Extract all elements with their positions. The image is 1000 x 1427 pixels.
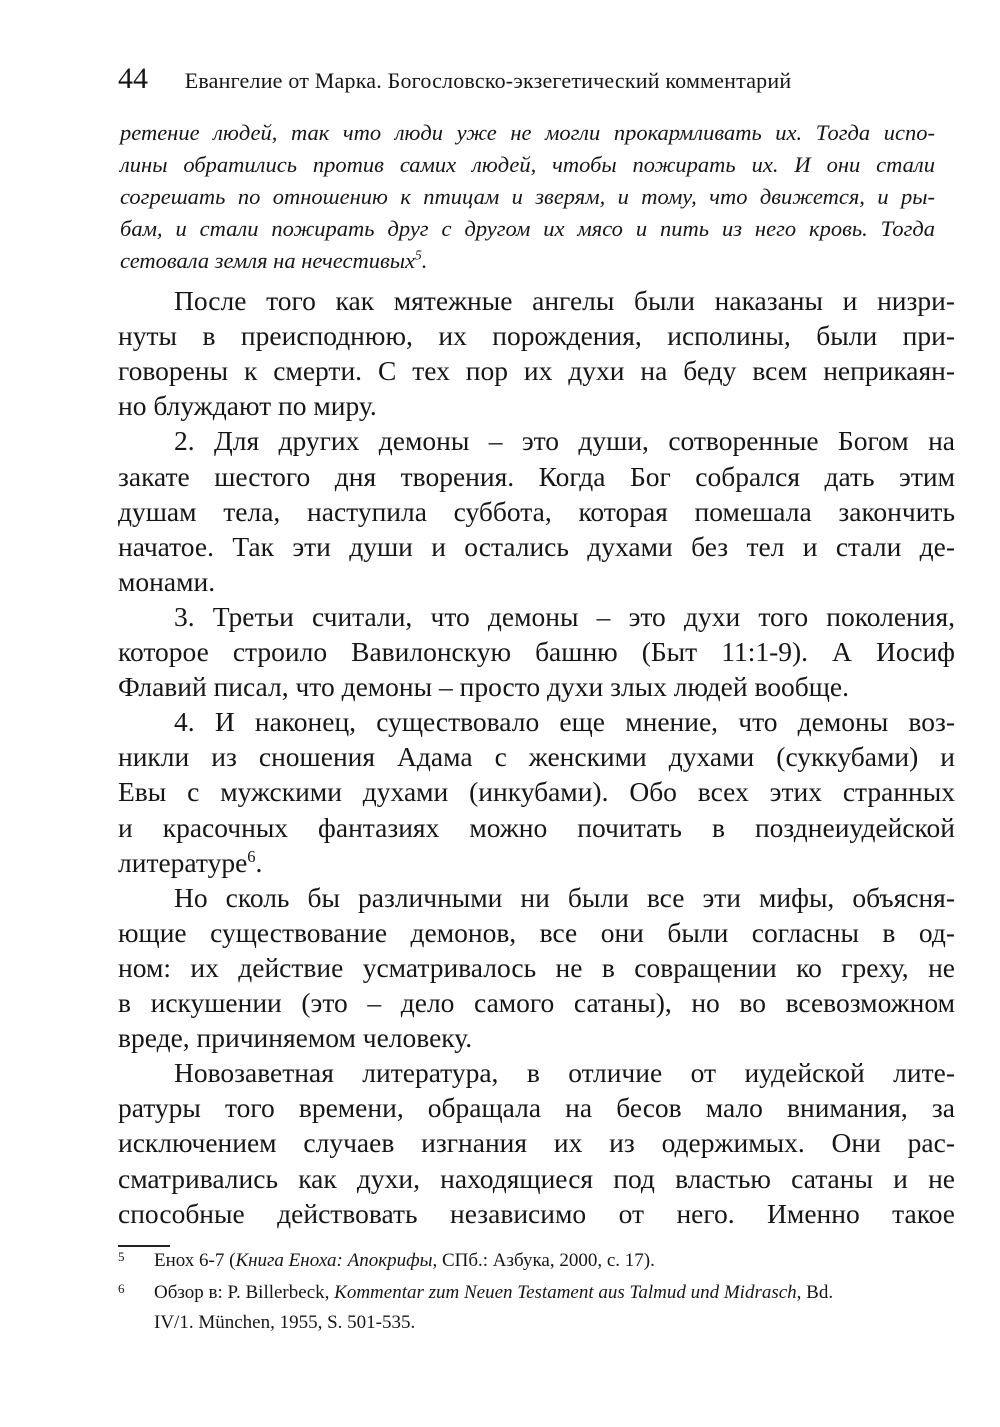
page-number: 44 (118, 62, 148, 95)
text-line (118, 1196, 955, 1232)
line-text: 2. Для других демоны – это души, сотворенные Богом на (174, 425, 955, 457)
line-text: ном: их действие усматривалось не в совращении ко греху, не (118, 951, 955, 983)
text-line (118, 459, 955, 495)
text-line (118, 915, 955, 951)
line-text: сматривались как духи, находящиеся под властью сатаны и не (118, 1162, 955, 1194)
line-text: Но сколь бы различными ни были все эти мифы, объясня- (174, 881, 955, 913)
text-line (120, 181, 935, 213)
running-header (118, 62, 791, 96)
line-text: Флавий писал, что демоны – просто духи злых людей вообще. (118, 671, 849, 703)
text-line (118, 564, 955, 600)
footnote-ref: 5 (414, 247, 422, 263)
text-line (120, 245, 935, 277)
line-text: но блуждают по миру. (118, 390, 377, 422)
text-line (118, 880, 955, 916)
line-text: монами. (118, 565, 216, 597)
text-line (118, 634, 955, 670)
text-line (118, 423, 955, 459)
line-text: исключением случаев изгнания их из одержимых. Они рас- (118, 1127, 955, 1159)
text-line (118, 985, 955, 1021)
line-text: сетовала земля на нечестивых (120, 248, 415, 273)
line-text: в искушении (это – дело самого сатаны), но во всевозможном (118, 987, 955, 1018)
footnote-text: , СПб.: Азбука, 2000, с. 17). (432, 1250, 655, 1271)
line-text: и красочных фантазиях можно почитать в позднеиудейской (118, 811, 955, 843)
text-line (118, 1090, 955, 1126)
line-text: говорены к смерти. С тех пор их духи на беду всем неприкаян- (118, 355, 955, 387)
line-text: 4. И наконец, существовало еще мнение, что демоны воз- (174, 706, 955, 738)
text-line (118, 353, 955, 389)
line-text: бам, и стали пожирать друг с другом их мясо и пить из него кровь. Тогда (120, 216, 935, 241)
line-text: никли из сношения Адама с женскими духами (суккубами) и (118, 741, 955, 773)
text-line (118, 318, 955, 354)
line-text: начатое. Так эти души и остались духами без тел и стали де- (118, 530, 955, 562)
footnote-number: 5 (118, 1249, 125, 1264)
line-text: Новозаветная литература, в отличие от иудейской лите- (174, 1057, 955, 1089)
footnote-continuation: IV/1. München, 1955, S. 501-535. (154, 1312, 416, 1333)
footnote-text: , Bd. (796, 1282, 834, 1303)
text-line (118, 283, 955, 319)
footnote-text: Енох 6-7 ( (154, 1250, 236, 1271)
footnote-text: Обзор в: P. Billerbeck, (154, 1282, 335, 1303)
line-text: согрешать по отношению к птицам и зверям, и тому, что движется, и ры- (120, 184, 935, 209)
line-text: которое строило Вавилонскую башню (Быт 11:1-9). А Иосиф (118, 636, 955, 667)
text-line (118, 1161, 955, 1197)
footnote (118, 1278, 834, 1333)
running-title: Евангелие от Марка. Богословско-экзегетический комментарий (184, 68, 792, 93)
footnote-ref: 6 (247, 846, 256, 866)
footnote-number: 6 (118, 1281, 125, 1296)
text-line (118, 1055, 955, 1091)
line-tail: . (421, 248, 428, 273)
line-text: ющие существование демонов, все они были согласны в од- (118, 916, 955, 948)
line-text: ретение людей, так что люди уже не могли прокармливать их. Тогда испо- (120, 120, 935, 145)
text-line (118, 739, 955, 775)
line-text: лины обратились против самих людей, чтобы пожирать их. И они стали (120, 152, 935, 177)
footnote-title: Kommentar zum Neuen Testament aus Talmud und Midrasch (334, 1282, 797, 1303)
line-text: литературе (118, 846, 248, 878)
text-line (118, 1020, 955, 1056)
text-line (118, 529, 955, 565)
line-text: душам тела, наступила суббота, которая помешала закончить (118, 495, 955, 527)
line-text: нуты в преисподнюю, их порождения, исполины, были при- (118, 320, 955, 352)
line-text: вреде, причиняемом человеку. (118, 1022, 473, 1054)
line-text: способные действовать независимо от него. Именно такое (118, 1197, 955, 1229)
text-line (118, 810, 955, 846)
text-line (120, 117, 935, 149)
text-line (118, 1125, 955, 1161)
text-line (118, 599, 955, 635)
text-line (120, 149, 935, 181)
text-line (118, 669, 955, 705)
text-line (118, 774, 955, 810)
text-line (118, 950, 955, 986)
line-text: закате шестого дня творения. Когда Бог собрался дать этим (118, 460, 955, 492)
text-line (118, 388, 955, 424)
line-text: После того как мятежные ангелы были наказаны и низри- (174, 285, 955, 316)
line-text: 3. Третьи считали, что демоны – это духи того поколения, (174, 600, 955, 632)
text-line (118, 494, 955, 530)
footnote (118, 1246, 655, 1276)
line-tail: . (255, 846, 263, 878)
text-line (120, 213, 935, 245)
text-line (118, 845, 955, 881)
line-text: ратуры того времени, обращала на бесов мало внимания, за (118, 1092, 955, 1124)
footnote-title: Книга Еноха: Апокрифы (235, 1250, 433, 1271)
text-line (118, 704, 955, 740)
line-text: Евы с мужскими духами (инкубами). Обо всех этих странных (118, 776, 955, 808)
